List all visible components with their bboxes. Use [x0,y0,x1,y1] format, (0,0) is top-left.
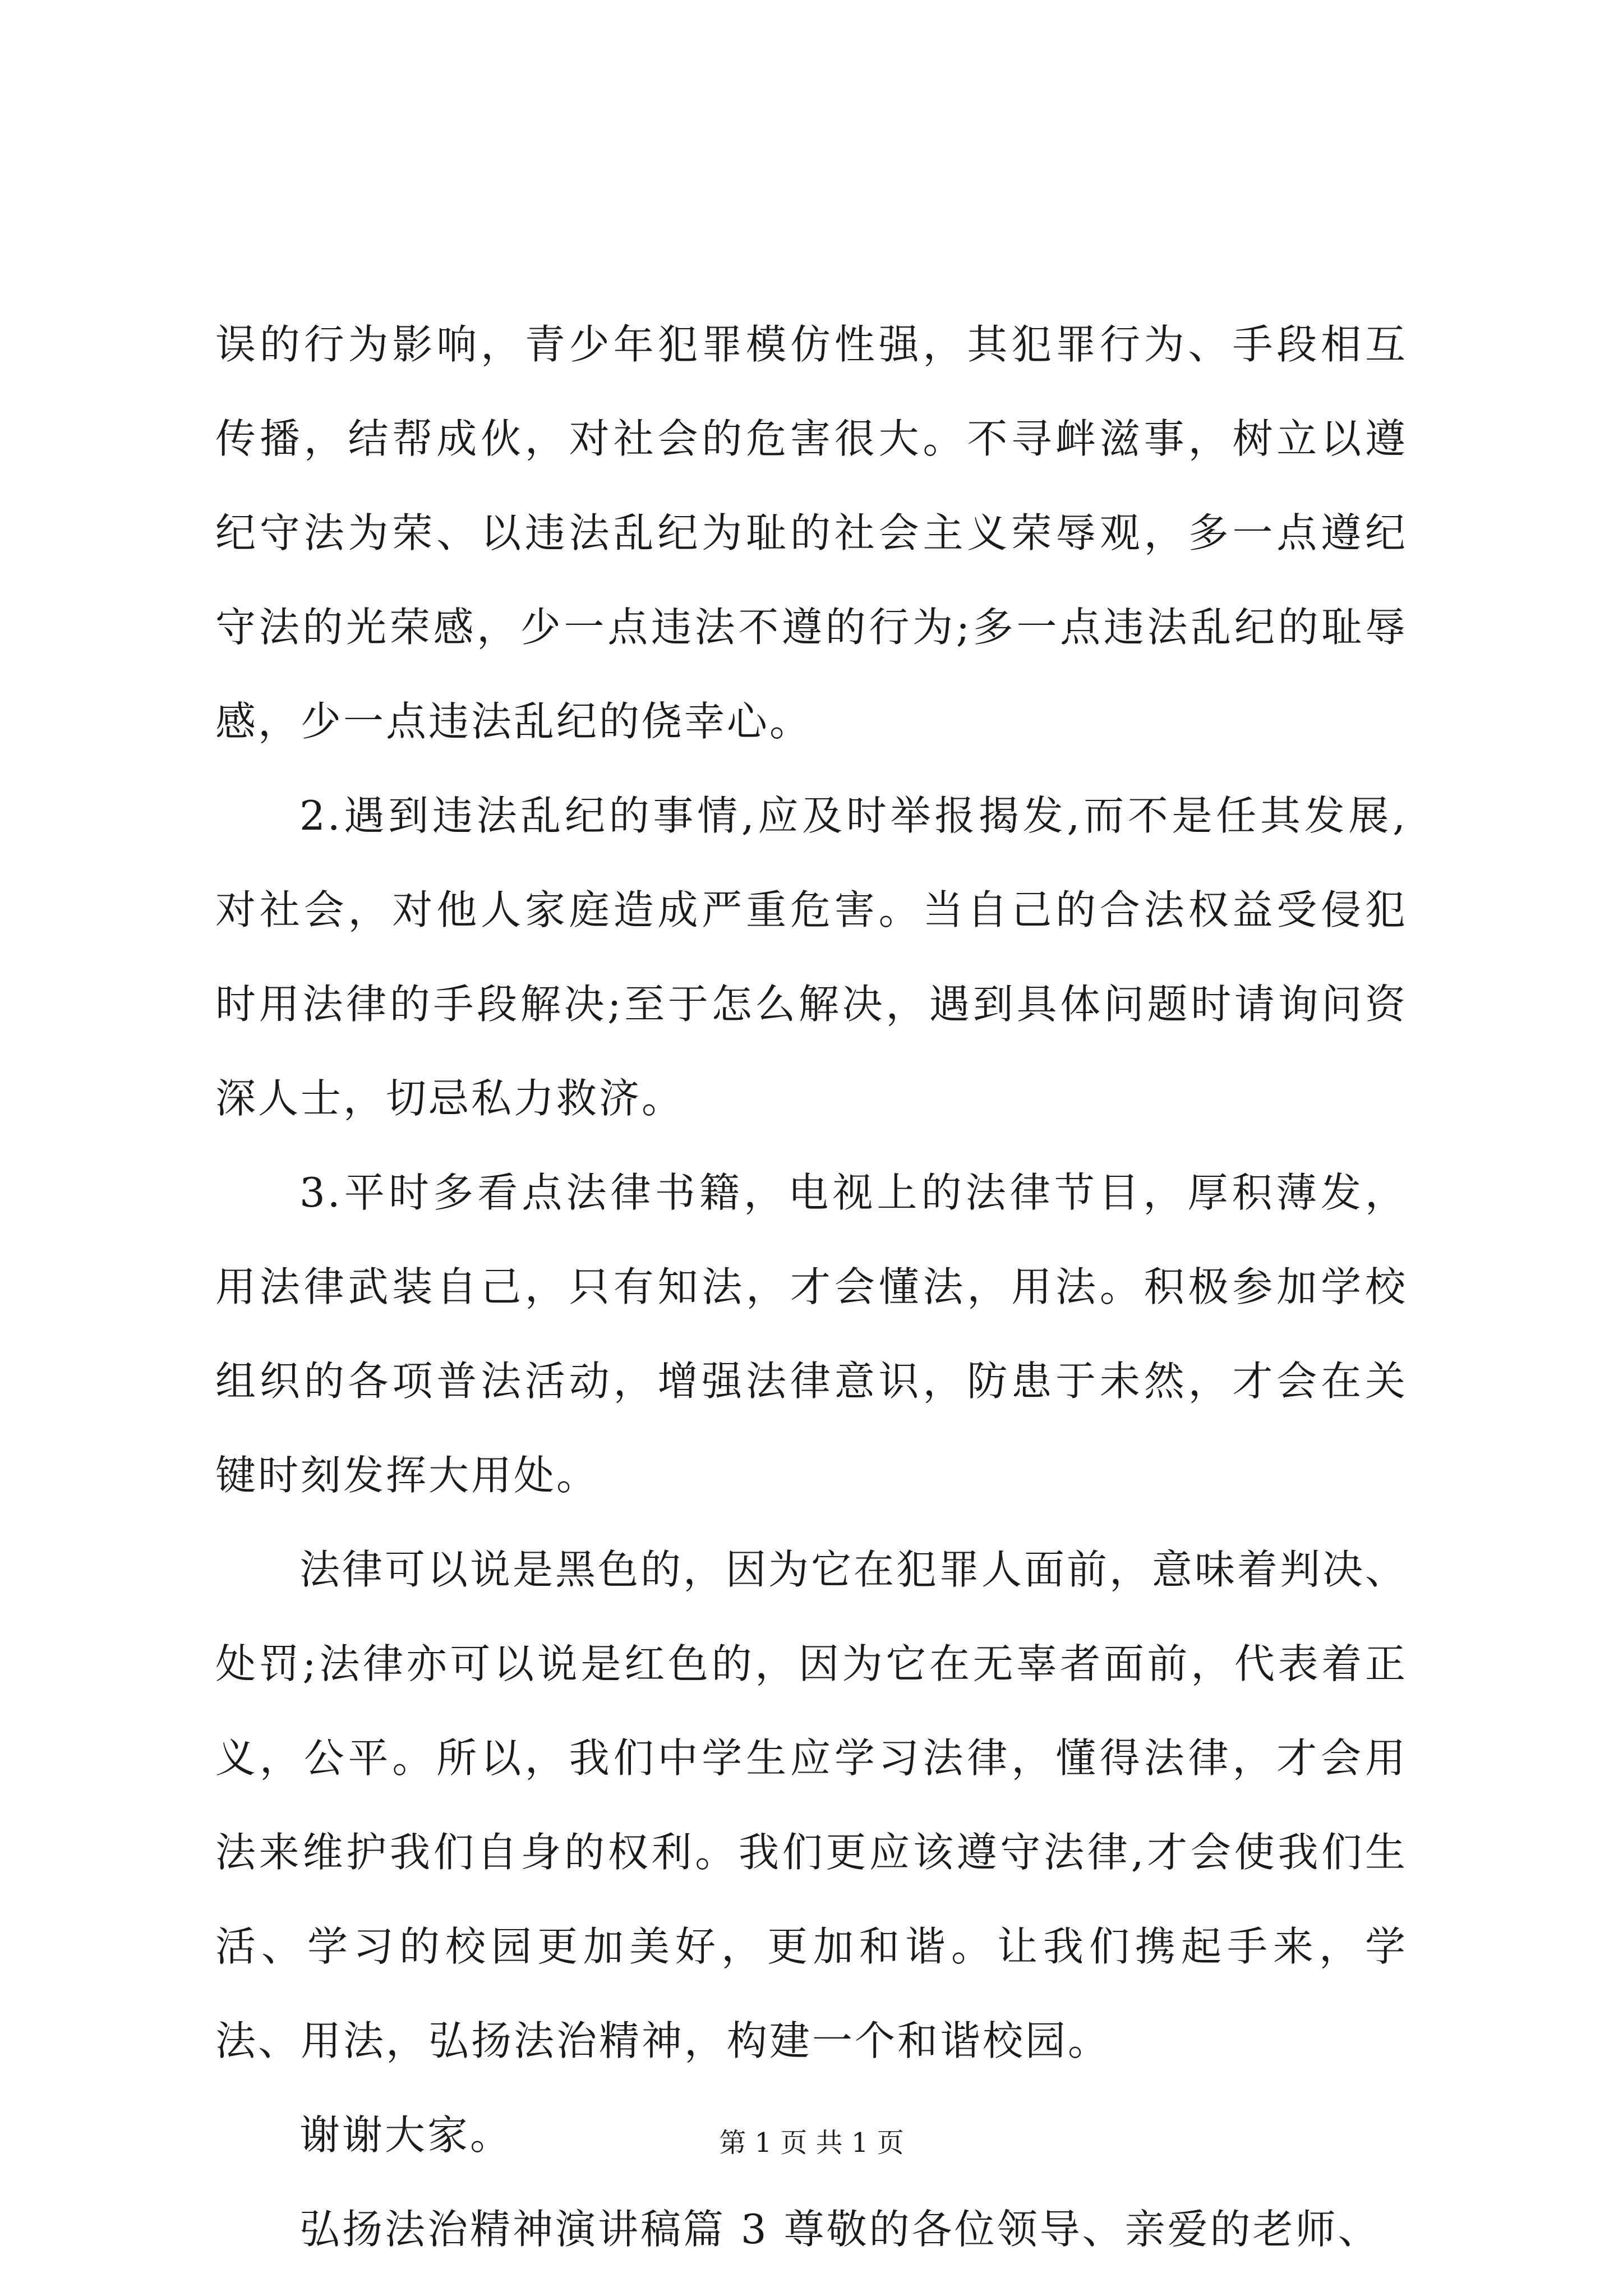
page-number-footer: 第 1 页 共 1 页 [719,2127,904,2159]
paragraph-conclusion: 法律可以说是黑色的，因为它在犯罪人面前，意味着判决、处罚;法律亦可以说是红色的，因为它在无辜者面前，代表着正义，公平。所以，我们中学生应学习法律，懂得法律，才会用法来维护我们自身的权利。我们更应该遵守法律,才会使我们生活、学习的校园更加美好，更加和谐。让我们携起手来，学法、用法，弘扬法治精神，构建一个和谐校园。 [215,1546,1408,2064]
paragraph-continuation: 误的行为影响，青少年犯罪模仿性强，其犯罪行为、手段相互传播，结帮成伙，对社会的危害很大。不寻衅滋事，树立以遵纪守法为荣、以违法乱纪为耻的社会主义荣辱观，多一点遵纪守法的光荣感，少一点违法不遵的行为;多一点违法乱纪的耻辱感，少一点违法乱纪的侥幸心。 [215,321,1408,745]
document-body [215,297,1408,2276]
paragraph-thanks: 谢谢大家。 [299,2111,513,2159]
paragraph-next-speech-heading: 弘扬法治精神演讲稿篇 3 尊敬的各位领导、亲爱的老师、 [299,2206,1381,2253]
paragraph-item-3: 3.平时多看点法律书籍，电视上的法律节目，厚积薄发，用法律武装自己，只有知法，才会懂法，用法。积极参加学校组织的各项普法活动，增强法律意识，防患于未然，才会在关键时刻发挥大用处。 [215,1169,1408,1499]
paragraph-item-2: 2.遇到违法乱纪的事情,应及时举报揭发,而不是任其发展,对社会，对他人家庭造成严重危害。当自己的合法权益受侵犯时用法律的手段解决;至于怎么解决，遇到具体问题时请询问资深人士，切忌私力救济。 [215,792,1408,1122]
